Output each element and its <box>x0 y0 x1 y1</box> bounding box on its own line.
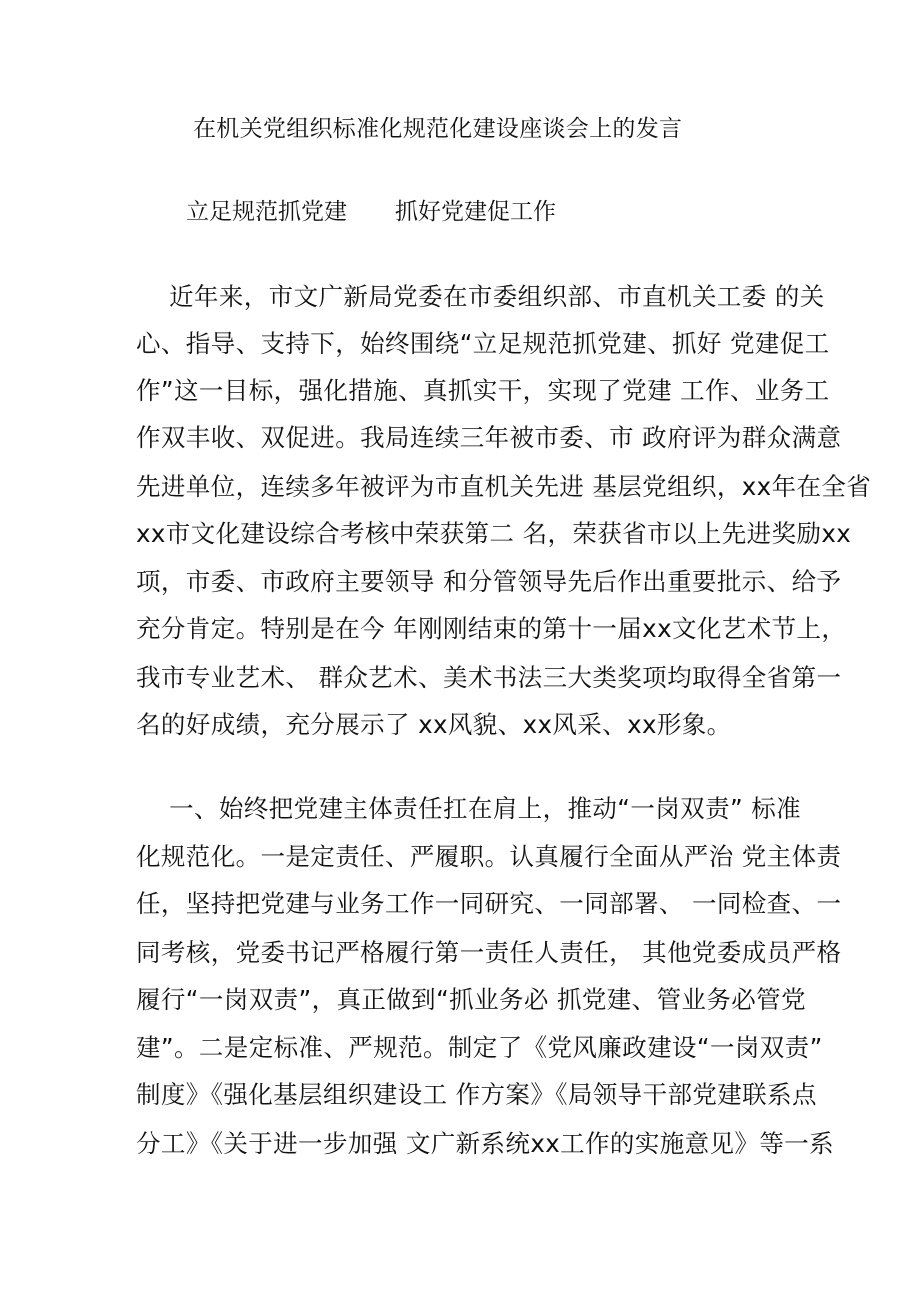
paragraph-line: 充分肯定。特别是在今 年刚刚结束的第十一届xx文化艺术节上， <box>136 614 847 643</box>
paragraph-line: 心、指导、支持下，始终围绕“立足规范抓党建、抓好 党建促工 <box>136 329 830 358</box>
paragraph-line: 作双丰收、双促进。我局连续三年被市委、市 政府评为群众满意 <box>136 423 842 452</box>
subtitle-part-2: 抓好党建促工作 <box>395 199 556 225</box>
paragraph-line: 制度》《强化基层组织建设工 作方案》《局领导干部党建联系点 <box>136 1080 817 1109</box>
paragraph-line: 同考核，党委书记严格履行第一责任人责任， 其他党委成员严格 <box>136 938 842 967</box>
document-subtitle <box>186 196 556 228</box>
paragraph-line: 我市专业艺术、 群众艺术、美术书法三大类奖项均取得全省第一 <box>136 663 842 692</box>
paragraph-line: 一、始终把党建主体责任扛在肩上，推动“一岗双责” 标准 <box>136 794 802 823</box>
subtitle-part-1: 立足规范抓党建 <box>186 199 347 225</box>
paragraph-line: 履行“一岗双责”，真正做到“抓业务必 抓党建、管业务必管党 <box>136 985 806 1014</box>
paragraph-line: 名的好成绩，充分展示了 xx风貌、xx风采、xx形象。 <box>136 710 732 739</box>
paragraph-line: 先进单位，连续多年被评为市直机关先进 基层党组织，xx年在全省 <box>136 472 872 501</box>
paragraph-line: 化规范化。一是定责任、严履职。认真履行全面从严治 党主体责 <box>136 842 842 871</box>
paragraph-line: 建”。二是定标准、严规范。制定了《党风廉政建设“一岗双责” <box>136 1033 823 1062</box>
paragraph-line: 项，市委、市政府主要领导 和分管领导先后作出重要批示、给予 <box>136 567 842 596</box>
paragraph-line: 作”这一目标，强化措施、真抓实干，实现了党建 工作、业务工 <box>136 376 830 405</box>
paragraph-line: 近年来，市文广新局党委在市委组织部、市直机关工委 的关 <box>136 282 825 311</box>
paragraph-line: xx市文化建设综合考核中荣获第二 名，荣获省市以上先进奖励xx <box>136 519 852 548</box>
paragraph-line: 分工》《关于进一步加强 文广新系统xx工作的实施意见》等一系 <box>136 1129 835 1158</box>
paragraph-line: 任，坚持把党建与业务工作一同研究、一同部署、 一同检查、一 <box>136 889 842 918</box>
document-title: 在机关党组织标准化规范化建设座谈会上的发言 <box>193 116 683 142</box>
